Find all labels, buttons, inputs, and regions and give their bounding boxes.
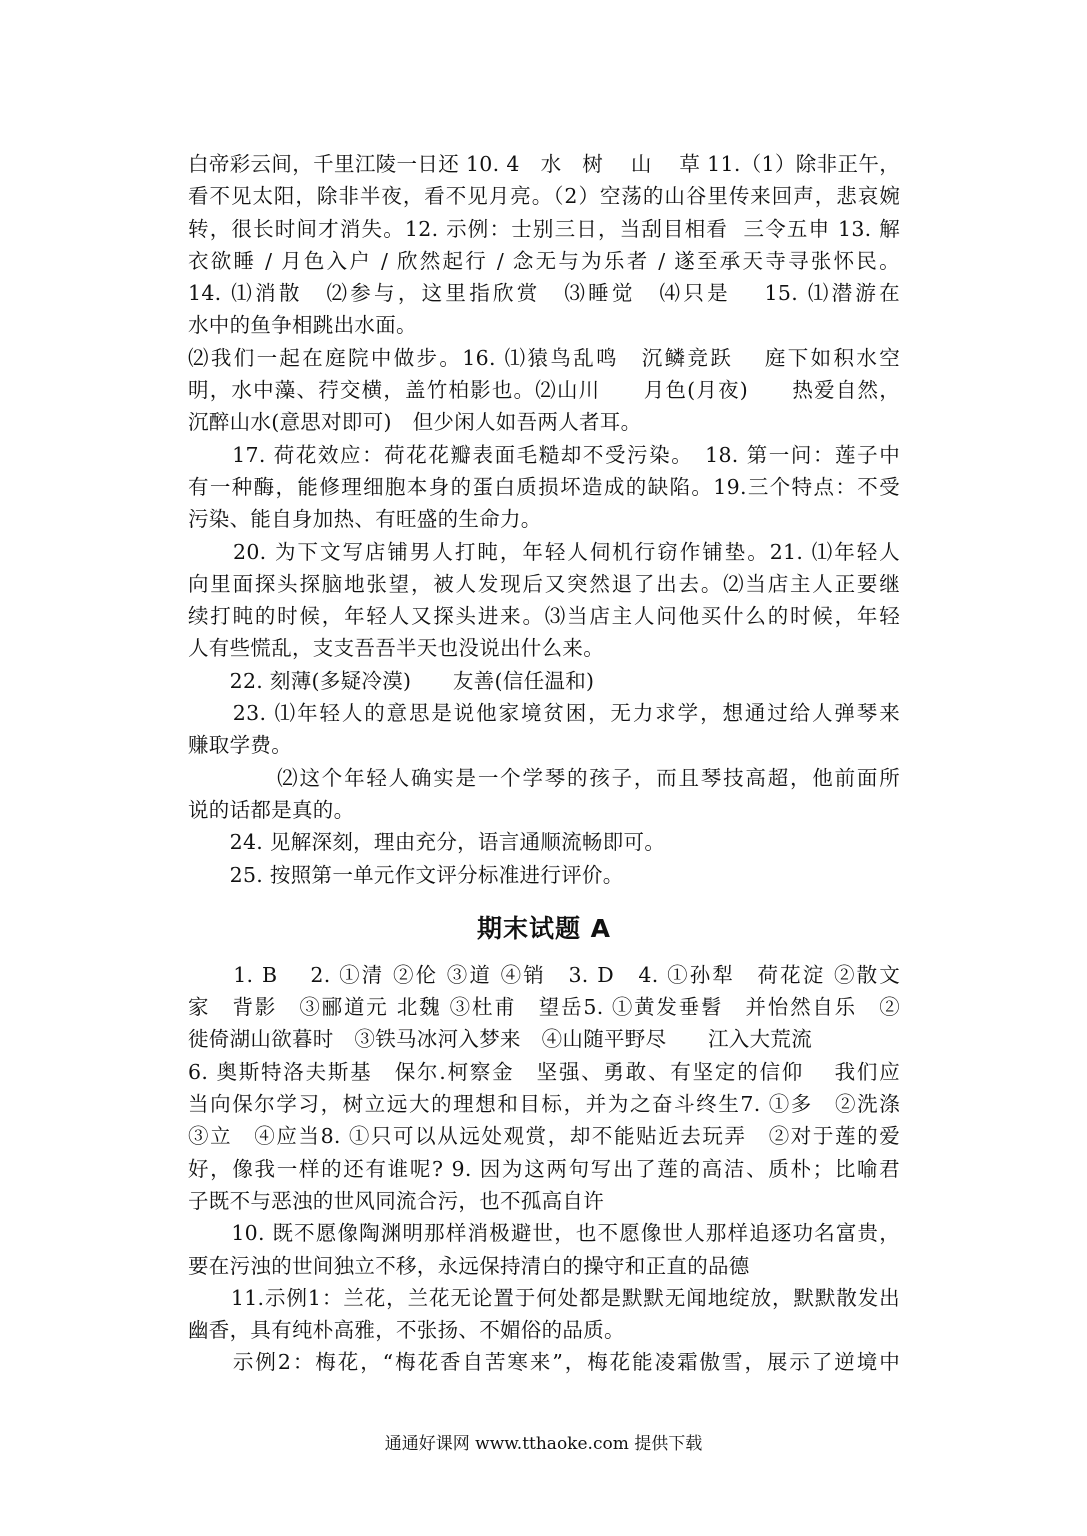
text-line: 人有些慌乱，支支吾吾半天也没说出什么来。 [188,636,604,661]
text-line: 向里面探头探脑地张望，被人发现后又突然退了出去。⑵当店主人正要继 [188,571,900,596]
text-line: 24. 见解深刻，理由充分，语言通顺流畅即可。 [188,830,666,855]
text-line: ⑵我们一起在庭院中做步。16. ⑴猿鸟乱鸣 沉鳞竞跃 庭下如积水空 [188,345,900,370]
text-line: 子既不与恶浊的世风同流合污，也不孤高自许 [188,1188,604,1213]
text-line: 6. 奥斯特洛夫斯基 保尔.柯察金 坚强、勇敢、有坚定的信仰 我们应 [188,1059,900,1084]
text-line: ⑵这个年轻人确实是一个学琴的孩子，而且琴技高超，他前面所 [188,765,900,790]
answer-section-2 [188,959,900,1379]
text-line: 白帝彩云间，千里江陵一日还 10. 4 水 树 山 草 11.（1）除非正午， [188,152,900,176]
answer-section-1 [188,148,900,891]
text-line: 水中的鱼争相跳出水面。 [188,313,417,338]
text-line: 说的话都是真的。 [188,797,355,822]
section-heading: 期末试题 A [476,913,612,943]
text-line: 续打盹的时候，年轻人又探头进来。⑶当店主人问他买什么的时候，年轻 [188,604,900,629]
text-line: 当向保尔学习，树立远大的理想和目标，并为之奋斗终生7. ①多 ②洗涤 [188,1092,900,1117]
text-line: 幽香，具有纯朴高雅，不张扬、不媚俗的品质。 [188,1318,625,1343]
text-line: 好，像我一样的还有谁呢? 9. 因为这两句写出了莲的高洁、质朴；比喻君 [188,1156,900,1181]
text-line: 明，水中藻、荇交横，盖竹柏影也。⑵山川 月色(月夜) 热爱自然， [188,378,900,403]
document-page [188,148,900,1379]
text-line: ③立 ④应当8. ①只可以从远处观赏，却不能贴近去玩弄 ②对于莲的爱 [188,1124,900,1149]
text-line: 14. ⑴消散 ⑵参与，这里指欣赏 ⑶睡觉 ⑷只是 15. ⑴潜游在 [188,281,900,306]
text-line: 11.示例1：兰花，兰花无论置于何处都是默默无闻地绽放，默默散发出 [188,1285,900,1310]
text-line: 示例2：梅花，“梅花香自苦寒来”，梅花能凌霜傲雪，展示了逆境中 [188,1350,900,1375]
text-line: 家 背影 ③郦道元 北魏 ③杜甫 望岳5. ①黄发垂髫 并怡然自乐 ② [188,995,900,1020]
text-line: 17. 荷花效应：荷花花瓣表面毛糙却不受污染。 18. 第一问：莲子中 [188,442,900,467]
text-line: 衣欲睡 / 月色入户 / 欣然起行 / 念无与为乐者 / 遂至承天寺寻张怀民。 [188,248,900,273]
text-line: 1. B 2. ①清 ②伦 ③道 ④销 3. D 4. ①孙犁 荷花淀 ②散文 [188,962,900,987]
text-line: 有一种酶，能修理细胞本身的蛋白质损坏造成的缺陷。19.三个特点：不受 [188,474,900,499]
text-line: 要在污浊的世间独立不移，永远保持清白的操守和正直的品德 [188,1253,750,1278]
text-line: 赚取学费。 [188,733,292,758]
text-line: 污染、能自身加热、有旺盛的生命力。 [188,507,542,532]
text-line: 转，很长时间才消失。12. 示例：士别三日，当刮目相看 三令五申 13. 解 [188,216,900,241]
text-line: 23. ⑴年轻人的意思是说他家境贫困，无力求学，想通过给人弹琴来 [188,701,900,726]
text-line: 22. 刻薄(多疑冷漠) 友善(信任温和) [188,668,595,693]
page-footer: 通通好课网 www.tthaoke.com 提供下载 [384,1434,703,1454]
text-line: 20. 为下文写店铺男人打盹，年轻人伺机行窃作铺垫。21. ⑴年轻人 [188,539,900,564]
text-line: 沉醉山水(意思对即可) 但少闲人如吾两人者耳。 [188,410,642,435]
text-line: 看不见太阳，除非半夜，看不见月亮。（2）空荡的山谷里传来回声，悲哀婉 [188,184,900,209]
text-line: 25. 按照第一单元作文评分标准进行评价。 [188,862,624,887]
text-line: 10. 既不愿像陶渊明那样消极避世，也不愿像世人那样追逐功名富贵， [188,1221,900,1246]
text-line: 徙倚湖山欲暮时 ③铁马冰河入梦来 ④山随平野尽 江入大荒流 [188,1027,812,1052]
